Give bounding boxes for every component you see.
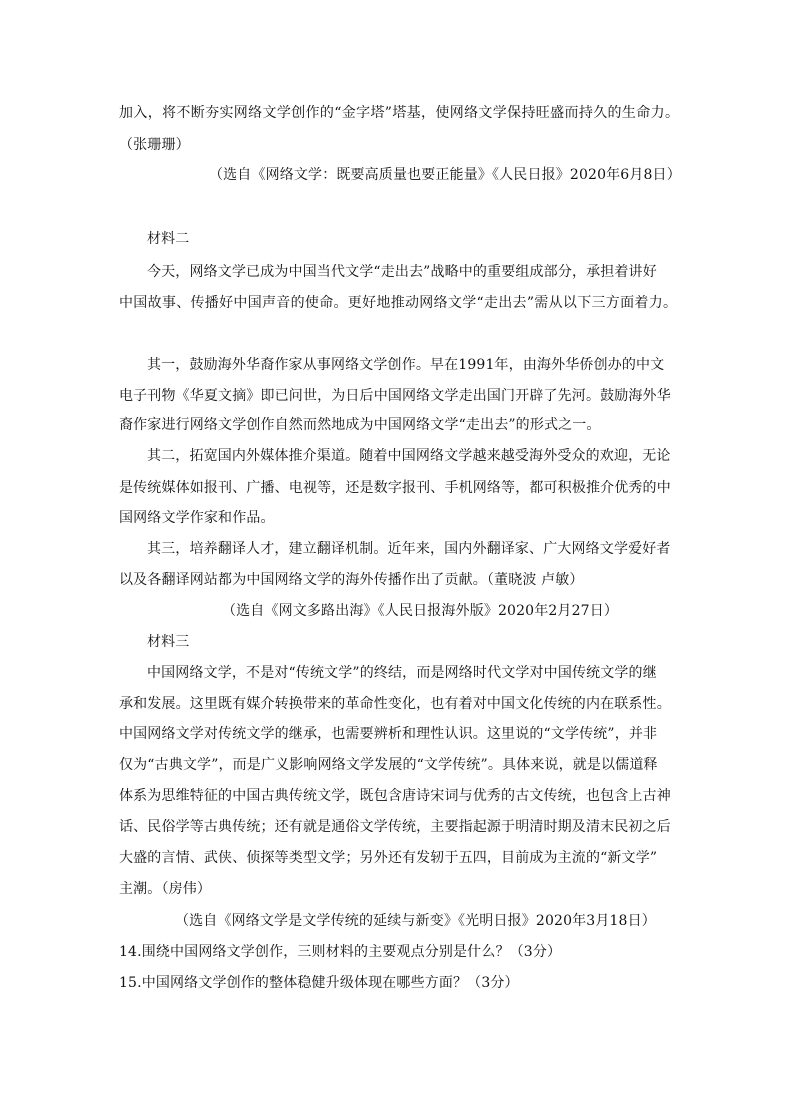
material2-point3-line: 以及各翻译网站都为中国网络文学的海外传播作出了贡献。（董晓波 卢敏）	[119, 572, 584, 588]
material3-source: （选自《网络文学是文学传统的延续与新变》《光明日报》2020年3月18日）	[175, 913, 656, 929]
question-14: 14.围绕中国网络文学创作，三则材料的主要观点分别是什么？（3分）	[119, 944, 562, 960]
material3-heading: 材料三	[147, 634, 190, 650]
material1-author: （张珊珊）	[119, 137, 190, 153]
material2-point2-line: 其二，拓宽国内外媒体推介渠道。随着中国网络文学越来越受海外受众的欢迎，无论	[147, 448, 671, 464]
material3-line: 主潮。（房伟）	[119, 881, 212, 897]
material3-line: 体系为思维特征的中国古典传统文学，既包含唐诗宋词与优秀的古文传统，也包含上古神	[119, 788, 671, 804]
material3-line: 话、民俗学等古典传统；还有就是通俗文学传统，主要指起源于明清时期及清末民初之后	[119, 819, 671, 835]
question-15: 15.中国网络文学创作的整体稳健升级体现在哪些方面？（3分）	[119, 975, 519, 991]
material3-line: 大盛的言情、武侠、侦探等类型文学；另外还有发轫于五四，目前成为主流的“新文学”	[119, 850, 658, 866]
material2-point3-line: 其三，培养翻译人才，建立翻译机制。近年来，国内外翻译家、广大网络文学爱好者	[147, 541, 671, 557]
material3-line: 承和发展。这里既有媒介转换带来的革命性变化，也有着对中国文化传统的内在联系性。	[119, 696, 671, 712]
material2-intro-line: 今天，网络文学已成为中国当代文学“走出去”战略中的重要组成部分，承担着讲好	[147, 264, 657, 280]
material2-source: （选自《网文多路出海》《人民日报海外版》2020年2月27日）	[222, 603, 618, 619]
material2-point1-line: 其一，鼓励海外华裔作家从事网络文学创作。早在1991年，由海外华侨创办的中文	[147, 357, 665, 373]
material2-heading: 材料二	[147, 231, 190, 247]
material1-source: （选自《网络文学：既要高质量也要正能量》《人民日报》2020年6月8日）	[209, 167, 681, 183]
material1-last-line: 加入，将不断夯实网络文学创作的“金字塔”塔基，使网络文学保持旺盛而持久的生命力。	[119, 105, 680, 121]
material2-intro-line: 中国故事、传播好中国声音的使命。更好地推动网络文学“走出去”需从以下三方面着力。	[119, 295, 678, 311]
material2-point1-line: 电子刊物《华夏文摘》即已问世，为日后中国网络文学走出国门开辟了先河。鼓励海外华	[119, 388, 671, 404]
material3-line: 中国网络文学对传统文学的继承，也需要辨析和理性认识。这里说的“文学传统”，并非	[119, 726, 658, 742]
material3-line: 仅为“古典文学”，而是广义影响网络文学发展的“文学传统”。具体来说，就是以儒道释	[119, 757, 658, 773]
material2-point2-line: 国网络文学作家和作品。	[119, 510, 275, 526]
material2-point1-line: 裔作家进行网络文学创作自然而然地成为中国网络文学“走出去”的形式之一。	[119, 417, 601, 433]
material3-line: 中国网络文学，不是对“传统文学”的终结，而是网络时代文学对中国传统文学的继	[147, 665, 657, 681]
material2-point2-line: 是传统媒体如报刊、广播、电视等，还是数字报刊、手机网络等，都可积极推介优秀的中	[119, 480, 671, 496]
